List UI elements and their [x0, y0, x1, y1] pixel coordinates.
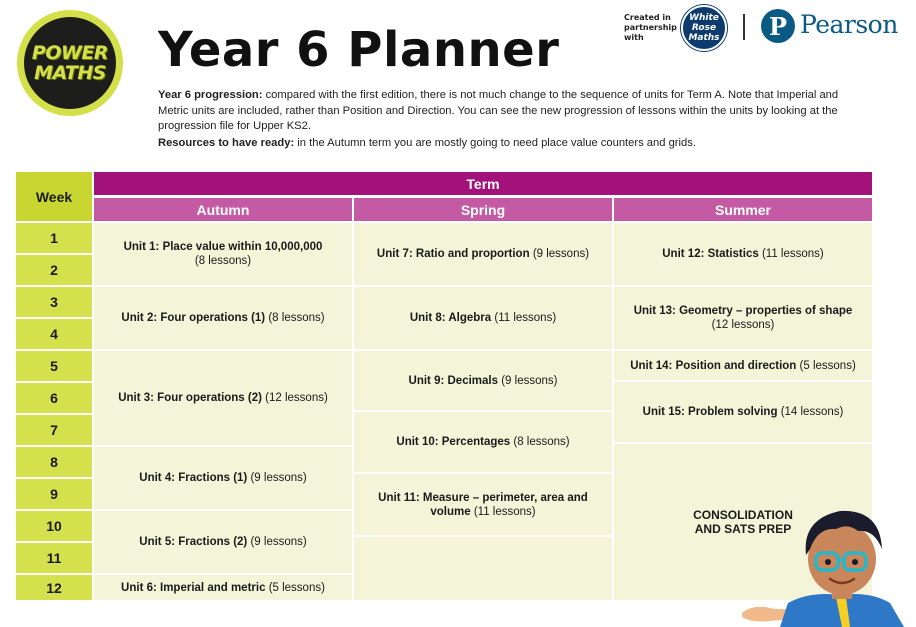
unit-cell-summer-14 — [614, 351, 872, 380]
week-number: 12 — [16, 575, 92, 600]
unit-cell-summer-13 — [614, 287, 872, 349]
unit-cell-autumn-6 — [94, 575, 352, 600]
unit-cell-spring-11 — [354, 474, 612, 535]
unit-lessons: (11 lessons) — [494, 312, 557, 324]
unit-name: Unit 15: Problem solving — [642, 406, 778, 418]
week-number: 8 — [16, 447, 92, 477]
unit-lessons: (11 lessons) — [473, 505, 536, 518]
week-number: 1 — [16, 223, 92, 253]
unit-lessons: (9 lessons) — [250, 472, 307, 484]
partner-divider — [743, 14, 745, 40]
season-header-autumn: Autumn — [94, 198, 352, 221]
resources-paragraph — [158, 136, 868, 152]
unit-cell-autumn-4 — [94, 447, 352, 509]
unit-cell-spring-9 — [354, 351, 612, 410]
season-header-spring: Spring — [354, 198, 612, 221]
progression-text: compared with the first edition, there is not much change to the sequence of units for Term A. Note that Imperial and Metric units are included, rather than Position and Direction. You can see the new progression of lessons within the units by looking at the progression file for Upper KS2. — [158, 89, 839, 133]
white-rose-maths-logo — [681, 5, 727, 51]
consolidation-line2: AND SATS PREP — [694, 522, 792, 536]
unit-name: Unit 13: Geometry – properties of shape — [633, 305, 853, 317]
week-number: 3 — [16, 287, 92, 317]
eye-right — [852, 559, 858, 565]
unit-name: Unit 8: Algebra — [409, 312, 492, 324]
unit-cell-spring-8 — [354, 287, 612, 349]
unit-cell-autumn-3 — [94, 351, 352, 445]
resources-label: Resources to have ready: — [158, 136, 295, 149]
week-number: 7 — [16, 415, 92, 445]
intro-text — [158, 88, 868, 152]
unit-name: Unit 7: Ratio and proportion — [376, 248, 530, 260]
unit-name: Unit 6: Imperial and metric — [121, 581, 266, 594]
wrm-word-white: White — [689, 13, 719, 23]
unit-cell-spring-10 — [354, 412, 612, 472]
wrm-word-maths: Maths — [688, 33, 720, 43]
wrm-word-rose: Rose — [691, 23, 717, 33]
unit-lessons: (8 lessons) — [268, 312, 325, 324]
partnership-text: Created in partnership with — [624, 13, 677, 42]
unit-lessons: (12 lessons) — [711, 319, 775, 331]
unit-lessons: (8 lessons) — [513, 436, 570, 448]
season-header-summer: Summer — [614, 198, 872, 221]
unit-name: Unit 10: Percentages — [396, 436, 511, 448]
logo-word-maths: MATHS — [34, 62, 106, 84]
unit-cell-autumn-2 — [94, 287, 352, 349]
unit-name: Unit 11: Measure – perimeter, area and volume — [378, 491, 588, 518]
unit-lessons: (5 lessons) — [799, 359, 856, 372]
unit-lessons: (5 lessons) — [268, 581, 325, 594]
unit-name: Unit 5: Fractions (2) — [139, 536, 248, 548]
unit-lessons: (9 lessons) — [250, 536, 307, 548]
consolidation-line1: CONSOLIDATION — [693, 508, 793, 522]
pearson-logo-mark: P — [761, 9, 795, 43]
resources-text: in the Autumn term you are mostly going to need place value counters and grids. — [294, 136, 696, 149]
unit-cell-summer-12 — [614, 223, 872, 285]
unit-name: Unit 2: Four operations (1) — [121, 312, 266, 324]
unit-name: Unit 3: Four operations (2) — [118, 392, 262, 404]
empty-cell-spring — [354, 537, 612, 600]
progression-paragraph — [158, 88, 868, 135]
unit-cell-autumn-1 — [94, 223, 352, 285]
page-title: Year 6 Planner — [158, 22, 560, 78]
eye-left — [825, 559, 831, 565]
week-number: 4 — [16, 319, 92, 349]
unit-lessons: (9 lessons) — [501, 374, 558, 387]
unit-cell-summer-15 — [614, 382, 872, 442]
unit-name: Unit 14: Position and direction — [630, 359, 797, 372]
unit-name: Unit 1: Place value within 10,000,000 — [123, 241, 323, 253]
unit-lessons: (11 lessons) — [761, 248, 824, 260]
progression-label: Year 6 progression: — [158, 89, 263, 101]
week-number: 10 — [16, 511, 92, 541]
unit-lessons: (14 lessons) — [780, 406, 844, 418]
character-illustration — [740, 505, 916, 627]
unit-lessons: (9 lessons) — [532, 248, 590, 260]
pearson-logo-word: Pearson — [800, 10, 898, 39]
power-maths-logo — [17, 10, 123, 116]
unit-lessons: (8 lessons) — [194, 255, 252, 267]
week-number: 9 — [16, 479, 92, 509]
logo-word-power: POWER — [31, 42, 109, 64]
week-number: 6 — [16, 383, 92, 413]
unit-cell-autumn-5 — [94, 511, 352, 573]
unit-name: Unit 4: Fractions (1) — [139, 472, 248, 484]
unit-name: Unit 12: Statistics — [662, 248, 759, 260]
unit-cell-spring-7 — [354, 223, 612, 285]
week-number: 11 — [16, 543, 92, 573]
unit-name: Unit 9: Decimals — [408, 374, 499, 387]
week-number: 5 — [16, 351, 92, 381]
unit-lessons: (12 lessons) — [265, 392, 328, 404]
week-number: 2 — [16, 255, 92, 285]
term-header: Term — [94, 172, 872, 195]
week-header: Week — [16, 172, 92, 221]
power-maths-logo-inner — [24, 17, 116, 109]
